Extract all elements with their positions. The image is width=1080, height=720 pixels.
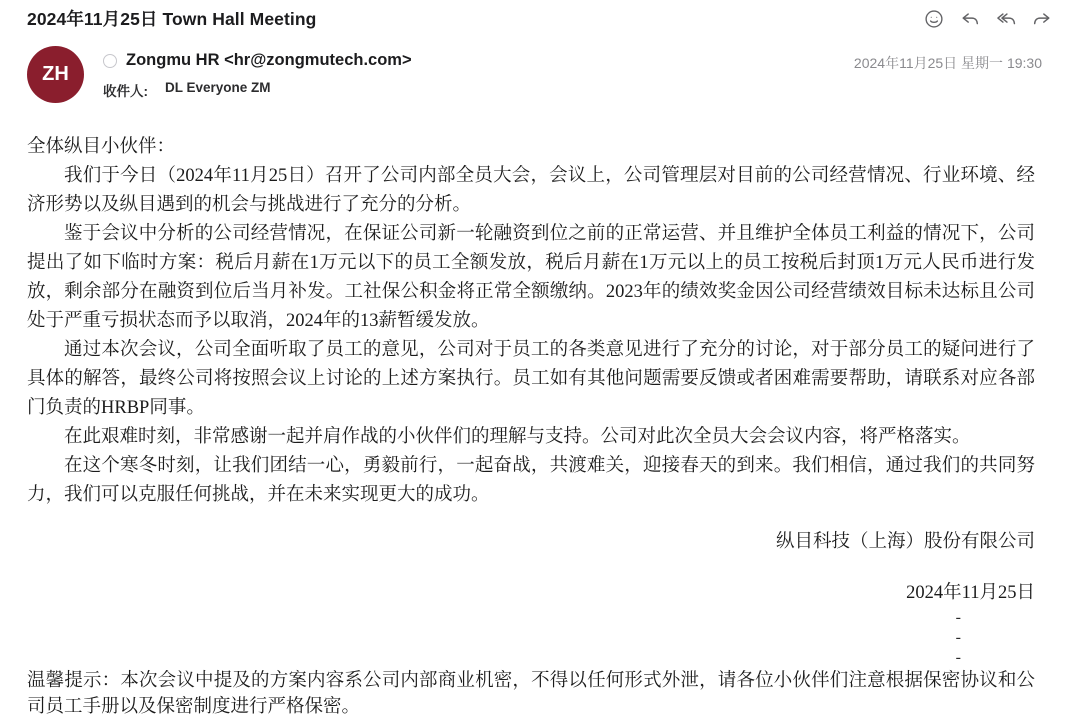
signature-company: 纵目科技（上海）股份有限公司: [775, 532, 1035, 552]
reply-icon[interactable]: [958, 7, 981, 30]
sender-name[interactable]: Zongmu HR <hr@zongmutech.com>: [126, 51, 412, 69]
body-paragraph: 鉴于会议中分析的公司经营情况，在保证公司新一轮融资到位之前的正常运营、并且维护全体员工利益的情况下，公司提出了如下临时方案：税后月薪在1万元以下的员工全额发放，税后月薪在1万元以上的员工按税后封顶1万元人民币进行发放，剩余部分在融资到位后当月补发。工社保公积金将正常全额缴纳。2023年的绩效奖金因公司经营绩效目标未达标且公司处于严重亏损状态而予以取消，2024年的13薪暂缓发放。: [27, 224, 1035, 331]
signature-dash: -: [955, 629, 961, 646]
reply-all-icon[interactable]: [994, 7, 1017, 30]
recipient-name[interactable]: DL Everyone ZM: [165, 80, 271, 95]
message-header: [27, 44, 1042, 103]
email-subject: 2024年11月25日 Town Hall Meeting: [27, 9, 317, 29]
message-actions: [922, 7, 1053, 30]
sender-line: [103, 51, 854, 70]
unread-indicator-icon[interactable]: [103, 54, 117, 68]
email-body: [27, 133, 1035, 720]
body-paragraph: 在此艰难时刻，非常感谢一起并肩作战的小伙伴们的理解与支持。公司对此次全员大会会议内容，将严格落实。: [64, 427, 971, 447]
confidentiality-notice: 温馨提示：本次会议中提及的方案内容系公司内部商业机密，不得以任何形式外泄，请各位小伙伴们注意根据保密协议和公司员工手册以及保密制度进行严格保密。: [27, 671, 1035, 717]
forward-icon[interactable]: [1030, 7, 1053, 30]
recipient-line: [103, 80, 854, 100]
salutation: 全体纵目小伙伴：: [27, 137, 176, 157]
sender-block: [103, 44, 854, 103]
signature-dash: -: [955, 649, 961, 666]
signature-dash: -: [955, 609, 961, 626]
body-paragraph: 通过本次会议，公司全面听取了员工的意见，公司对于员工的各类意见进行了充分的讨论，对于部分员工的疑问进行了具体的解答，最终公司将按照会议上讨论的上述方案执行。员工如有其他问题需要反馈或者困难需要帮助，请联系对应各部门负责的HRBP同事。: [27, 340, 1035, 418]
to-label: 收件人:: [103, 84, 148, 99]
body-paragraph: 在这个寒冬时刻，让我们团结一心，勇毅前行，一起奋战，共渡难关，迎接春天的到来。我们相信，通过我们的共同努力，我们可以克服任何挑战，并在未来实现更大的成功。: [27, 456, 1035, 505]
signature-date: 2024年11月25日: [906, 583, 1035, 603]
sender-avatar: ZH: [27, 46, 84, 103]
body-paragraph: 我们于今日（2024年11月25日）召开了公司内部全员大会，会议上，公司管理层对目前的公司经营情况、行业环境、经济形势以及纵目遇到的机会与挑战进行了充分的分析。: [27, 166, 1035, 215]
sent-date: 2024年11月25日 星期一 19:30: [853, 55, 1042, 71]
reaction-smiley-icon[interactable]: [922, 7, 945, 30]
message-titlebar: [27, 6, 1053, 31]
